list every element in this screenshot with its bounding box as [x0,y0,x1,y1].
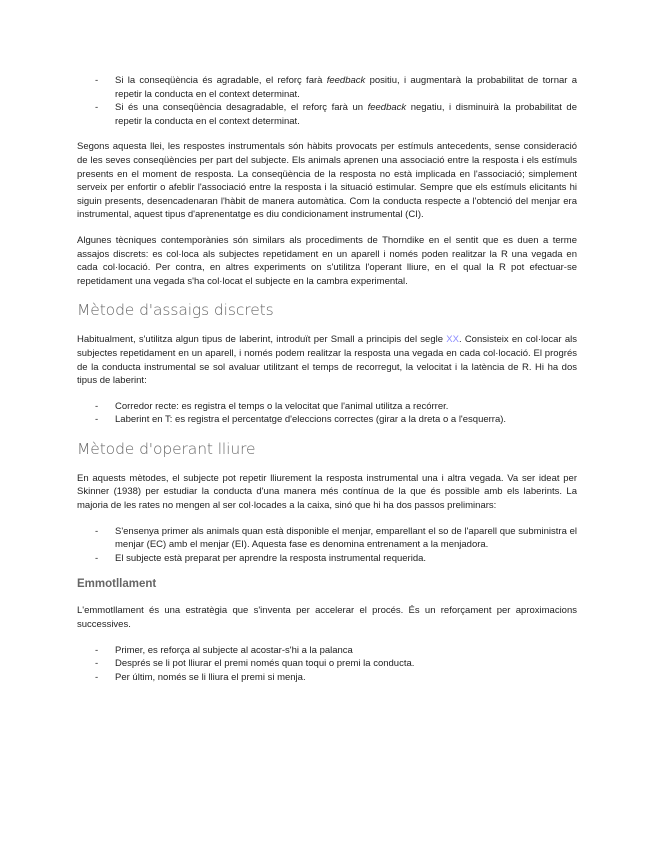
paragraph: En aquests mètodes, el subjecte pot repetir lliurement la resposta instrumental una i altra vegada. Va ser ideat per Skinner (1938) per estudiar la conducta d'una manera més contínua de la que és possible amb els laberints. La majoria de les rates no mengen al ser col·locades a la caixa, sinó que hi ha dos passos preliminars: [77,472,577,512]
bullet-list [77,525,577,566]
paragraph: L'emmotllament és una estratègia que s'inventa per accelerar el procés. És un reforçament per aproximacions successives. [77,605,577,631]
paragraph: Habitualment, s'utilitza algun tipus de laberint, introduït per Small a principis del segle XX. Consisteix en col·locar als subjectes repetidament en un aparell, i només podem realitzar la resposta una vegada en cada col·locació. El progrés de la conducta instrumental se sol avaluar utilitzant el temps de recorregut, la velocitat i la latència de R. Hi ha dos tipus de laberint: [77,334,577,387]
document-content [77,74,577,684]
list-item: - Per últim, només se li lliura el premi si menja. [77,671,577,685]
bullet-list [77,400,577,427]
list-item: - Si és una conseqüència desagradable, el reforç farà un feedback negatiu, i disminuirà la probabilitat de repetir la conducta en el context determinat. [77,101,577,128]
section-heading: Mètode d'operant lliure [77,439,256,458]
intro-bullet-list [77,74,577,128]
list-item: - S'ensenya primer als animals quan està disponible el menjar, emparellant el so de l'aparell que subministra el menjar (EC) amb el menjar (EI). Aquesta fase es denomina entrenament a la menjadora. [77,525,577,552]
paragraph: Algunes tècniques contemporànies són similars als procediments de Thorndike en el sentit que es duen a terme assajos discrets: es col·loca als subjectes repetidament en un aparell i només poden realitzar la R una vegada en cada col·locació. Per contra, en altres experiments on s'utilitza l'operant lliure, en el qual la R pot efectuar-se repetidament una vegada s'ha col·locat el subjecte en la cambra experimental. [77,234,577,287]
list-item: - Si la conseqüència és agradable, el reforç farà feedback positiu, i augmentarà la probabilitat de tornar a repetir la conducta en el context determinat. [77,74,577,101]
subsection-heading: Emmotllament [77,578,157,591]
list-item: - Laberint en T: es registra el percentatge d'eleccions correctes (girar a la dreta o a l'esquerra). [77,413,577,427]
paragraph: Segons aquesta llei, les respostes instrumentals són hàbits provocats per estímuls antecedents, sense consideració de les seves conseqüències per part del subjecte. Els animals aprenen una associació entre la resposta i els estímuls presents en el moment de resposta. La conseqüència de la resposta no està implicada en l'associació; simplement serveix per enfortir o afeblir l'associació entre la resposta i la situació estimular. Sempre que els estímuls elicitants hi siguin presents, desencadenaran l'hàbit de manera automàtica. Com la conducta respecte a l'obtenció del menjar era instrumental, aquest tipus d'aprenentatge es diu condicionament instrumental (CI). [77,141,577,221]
list-item: - El subjecte està preparat per aprendre la resposta instrumental requerida. [77,552,577,566]
section-heading: Mètode d'assaigs discrets [77,301,274,320]
list-item: - Després se li pot lliurar el premi només quan toqui o premi la conducta. [77,657,577,671]
list-item: - Corredor recte: es registra el temps o la velocitat que l'animal utilitza a recórrer. [77,400,577,414]
list-item: - Primer, es reforça al subjecte al acostar-s'hi a la palanca [77,644,577,658]
bullet-list [77,644,577,685]
